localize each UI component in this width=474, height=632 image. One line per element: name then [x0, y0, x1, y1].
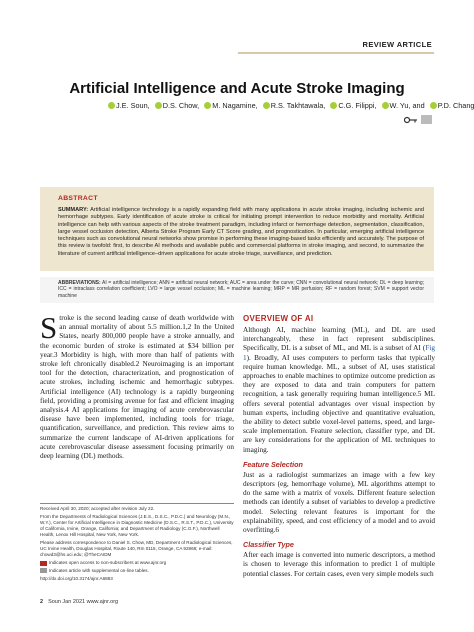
supplemental-data-icon[interactable]: [421, 115, 432, 124]
orcid-icon[interactable]: [204, 102, 211, 109]
open-access-note: Indicates open access to non-subscribers at www.ajnr.org: [40, 560, 234, 566]
open-access-key-icon[interactable]: [404, 116, 418, 124]
affiliations-note: From the Departments of Radiological Sciences (J.E.S., D.S.C., P.D.C.) and Neurology (M.N., W.Y.), Center for Artificial Intelligence in Diagnostic Medicine (D.S.C., R.S.T., P.D.C.), University of California, Irvine, Orange, California; and Department of Radiology (C.G.F.), Northwell Health, Lenox Hill Hospital, New York, New York.: [40, 513, 234, 538]
abstract-text: SUMMARY: Artificial intelligence technology is a rapidly expanding field with many applications in acute stroke imaging, including ischemic and hemorrhage subtypes. Early identification of acute stroke is critical for initiating prompt intervention to reduce morbidity and mortality. Artificial intelligence can help with various aspects of the stroke treatment paradigm, including infarct or hemorrhage detection, segmentation, classification, large vessel occlusion detection, Alberta Stroke Program Early CT Score grading, and prognostication. In particular, emerging artificial intelligence techniques such as convolutional neural networks show promise in performing these imaging-based tasks efficiently and accurately. The purpose of this review is twofold: first, to describe AI methods and available public and commercial platforms in stroke imaging, and second, to summarize the literature of current artificial intelligence–driven applications for acute stroke triage, surveillance, and prediction.: [58, 207, 424, 257]
classifier-type-heading: Classifier Type: [243, 540, 294, 550]
abbreviations: ABBREVIATIONS: AI = artificial intelligence; ANN = artificial neural network; AUC = area under the curve; CNN = convolutional neural network; DL = deep learning; ICC = intraclass correlation coefficient; LVO = large vessel occlusion; ML = machine learning; MRP = MR perfusion; RF = random forest; SVM = support vector machine: [58, 280, 424, 299]
supplemental-note: Indicates article with supplemental on-line tables.: [40, 568, 234, 574]
drop-cap: S: [40, 310, 58, 345]
article-title: Artificial Intelligence and Acute Stroke Imaging: [69, 80, 405, 97]
feature-selection-paragraph: Just as a radiologist summarizes an image with a few key descriptors (eg, hemorrhage volume), ML algorithms attempt to do the same with a matrix of voxels. Different feature selection methods can identify a subset of variables to develop a predictive model. Selecting relevant features is important for the explainability, speed, and cost efficiency of a model and to avoid overfitting.6: [243, 470, 435, 535]
intro-paragraph: troke is the second leading cause of death worldwide with an annual mortality of about 5.5 million.1,2 In the United States, nearly 800,000 people have a stroke annually, and the economic burden of stroke is estimated at $34 billion per year.3 Morbidity is high, with more than half of patients with stroke left chronically disabled.2 Neuroimaging is an important tool for the detection, characterization, and prognostication of acute strokes, including ischemic and hemorrhagic subtypes. Artificial intelligence (AI) technology is a rapidly burgeoning field, providing a promising avenue for fast and efficient imaging analysis.4 AI applications for imaging of acute cerebrovascular disease have been implemented, including tools for triage, quantification, surveillance, and prediction. This review aims to summarize the current landscape of AI-driven applications for acute cerebrovascular disease assessment focusing primarily on deep learning (DL) methods.: [40, 314, 234, 461]
overview-column: [243, 314, 435, 579]
orcid-icon[interactable]: [108, 102, 115, 109]
author[interactable]: C.G. Filippi,: [330, 101, 376, 110]
page-number: 2: [40, 599, 44, 605]
section-label: REVIEW ARTICLE: [362, 40, 432, 49]
footnotes: [40, 506, 234, 583]
orcid-icon[interactable]: [330, 102, 337, 109]
access-icons: [404, 115, 432, 124]
feature-selection-heading: Feature Selection: [243, 459, 303, 469]
figure-link[interactable]: Fig 1: [243, 344, 435, 362]
author[interactable]: M. Nagamine,: [204, 101, 257, 110]
classifier-type-paragraph: After each image is converted into numeric descriptors, a method is chosen to leverage this information to predict 1 of multiple potential classes. For certain cases, even very simple models such: [243, 551, 435, 578]
header-rule: [238, 52, 434, 54]
author-list: [108, 101, 474, 110]
supplemental-icon: [40, 568, 47, 573]
correspondence-note: Please address correspondence to Daniel S. Chow, MD, Department of Radiological Sciences, UC Irvine Health, Douglas Hospital, Route 140, Rm 0115, Orange, CA 92868; e-mail: chowd3@hs.uci.edu; @TheCAIDM: [40, 540, 233, 558]
orcid-icon[interactable]: [430, 102, 437, 109]
open-access-icon: [40, 561, 47, 566]
footnote-rule: [40, 503, 234, 504]
author[interactable]: J.E. Soun,: [108, 101, 150, 110]
abstract-heading: ABSTRACT: [58, 195, 98, 202]
overview-paragraph: Although AI, machine learning (ML), and DL are used interchangeably, these in fact represent subdisciplines. Specifically, DL is a subset of ML, and ML is a subset of AI (Fig 1). Broadly, AI uses computers to perform tasks that typically require human knowledge. ML, a subset of AI, uses statistical approaches to enable machines to optimize outcome prediction as they are exposed to data and train computers for pattern recognition, a task generally requiring human intelligence.5 ML offers several potential advantages over visual inspection by human experts, including objective and quantitative evaluation, the ability to detect subtle voxel-level patterns, speed, and large-scale implementation. Feature selection, classifier type, and DL are key considerations for the application of ML techniques to imaging.: [243, 326, 435, 454]
footer-text: Soun Jan 2021 www.ajnr.org: [48, 599, 119, 605]
orcid-icon[interactable]: [382, 102, 389, 109]
author[interactable]: D.S. Chow,: [155, 101, 200, 110]
author[interactable]: P.D. Chang: [430, 101, 474, 110]
author[interactable]: W. Yu, and: [382, 101, 425, 110]
received-note: Received April 30, 2020; accepted after revision July 22.: [40, 506, 155, 511]
overview-heading: OVERVIEW OF AI: [243, 314, 314, 323]
orcid-icon[interactable]: [155, 102, 162, 109]
author[interactable]: R.S. Takhtawala,: [263, 101, 326, 110]
doi-link[interactable]: http://dx.doi.org/10.3174/ajnr.A6883: [40, 575, 113, 581]
intro-column: [40, 310, 234, 461]
orcid-icon[interactable]: [263, 102, 270, 109]
page-footer: [40, 599, 118, 605]
